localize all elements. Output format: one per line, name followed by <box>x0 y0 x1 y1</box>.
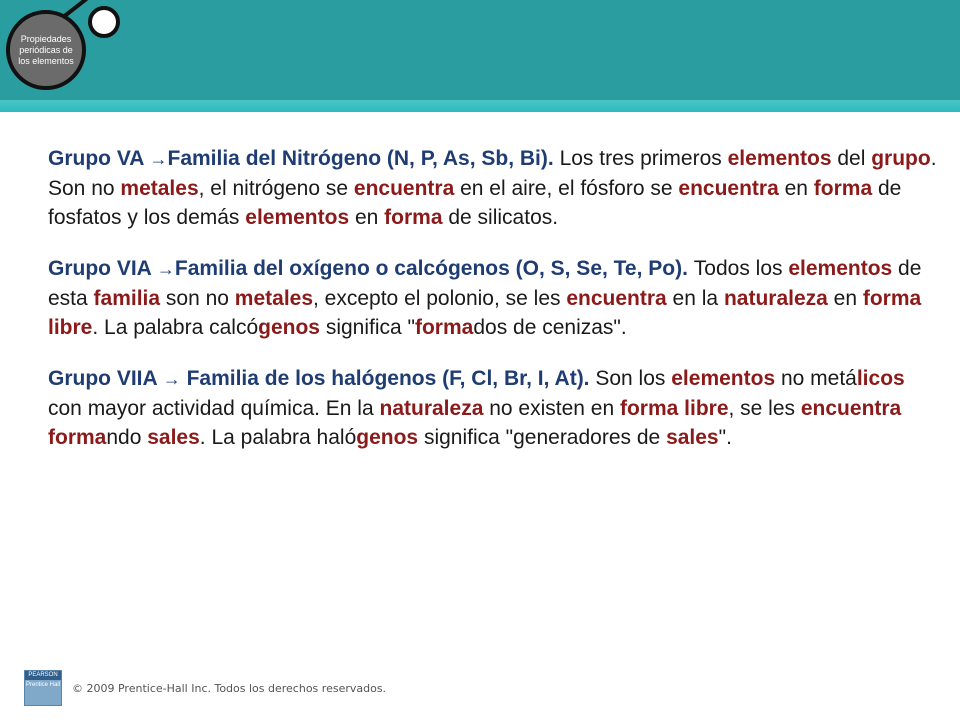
text-segment: forma <box>384 206 443 229</box>
text-segment: encuentra <box>800 397 902 420</box>
text-segment: Familia del Nitrógeno (N, P, As, Sb, Bi). <box>167 147 560 170</box>
text-segment: en la <box>666 287 724 310</box>
topic-badge <box>6 10 86 90</box>
text-segment: significa "generadores de <box>418 426 667 449</box>
text-segment: Familia de los halógenos (F, Cl, Br, I, At). <box>180 367 596 390</box>
text-segment: con mayor actividad química. En la <box>48 397 380 420</box>
text-segment: , excepto el polonio, se les <box>313 287 567 310</box>
text-segment: sales <box>666 426 719 449</box>
text-segment: encuentra <box>678 177 779 200</box>
text-segment: significa " <box>319 316 415 339</box>
text-segment: elementos <box>788 257 893 280</box>
right-arrow-icon: → <box>156 259 175 279</box>
text-segment: en <box>349 206 385 229</box>
badge-line: Propiedades <box>20 33 72 44</box>
badge-line: los elementos <box>18 55 74 66</box>
paragraph-group-viia <box>48 364 938 452</box>
text-segment: en <box>778 177 814 200</box>
copyright-text: © 2009 Prentice-Hall Inc. Todos los derechos reservados. <box>72 682 387 695</box>
text-segment: del <box>831 147 872 170</box>
text-segment: en el aire, el fósforo se <box>454 177 679 200</box>
text-segment: no existen en <box>483 397 620 420</box>
text-segment: ndo <box>106 426 148 449</box>
text-segment: . La palabra calcó <box>92 316 259 339</box>
text-segment: Grupo VIA <box>48 257 157 280</box>
text-segment: de esta <box>48 257 922 310</box>
text-segment: Los tres primeros <box>559 147 728 170</box>
badge-line: periódicas de <box>19 44 73 55</box>
pearson-logo <box>24 670 62 706</box>
header-accent-strip <box>0 100 960 112</box>
text-segment: naturaleza <box>723 287 828 310</box>
text-segment: encuentra <box>566 287 667 310</box>
text-segment: de silicatos. <box>442 206 559 229</box>
text-segment: forma libre <box>619 397 729 420</box>
text-segment: forma <box>414 316 474 339</box>
text-segment: naturaleza <box>379 397 484 420</box>
text-segment: Grupo VIIA <box>48 367 163 390</box>
text-segment: elementos <box>727 147 832 170</box>
text-segment: sales <box>147 426 200 449</box>
text-segment: genos <box>356 426 419 449</box>
paragraph-group-va <box>48 144 938 232</box>
text-segment: Son los <box>595 367 672 390</box>
topic-badge-text <box>11 34 81 67</box>
right-arrow-icon: → <box>149 149 168 169</box>
text-segment: . Son no <box>48 147 937 200</box>
badge-bubble-icon <box>88 6 120 38</box>
text-segment: forma libre <box>48 287 922 339</box>
text-segment: Todos los <box>693 257 789 280</box>
text-segment: dos de cenizas". <box>473 316 627 339</box>
text-segment: ". <box>718 426 732 449</box>
slide-content <box>48 144 938 474</box>
text-segment: . La palabra haló <box>199 426 357 449</box>
text-segment: grupo <box>871 147 931 170</box>
text-segment: encuentra <box>353 177 455 200</box>
text-segment: de fosfatos y los demás <box>48 177 902 229</box>
text-segment: elementos <box>671 367 776 390</box>
text-segment: , se les <box>728 397 801 420</box>
header-bar <box>0 0 960 100</box>
text-segment: genos <box>258 316 320 339</box>
text-segment: , el nitrógeno se <box>198 177 354 200</box>
pearson-logo-bottom: Prentice Hall <box>25 682 60 688</box>
text-segment: forma <box>813 177 873 200</box>
paragraph-group-via <box>48 254 938 342</box>
text-segment: Familia del oxígeno o calcógenos (O, S, Se, Te, Po). <box>174 257 694 280</box>
text-segment: en <box>827 287 863 310</box>
text-segment: familia <box>93 287 161 310</box>
text-segment: metales <box>234 287 314 310</box>
text-segment: son no <box>160 287 235 310</box>
text-segment: licos <box>856 367 905 390</box>
text-segment: metales <box>120 177 199 200</box>
text-segment: Grupo VA <box>48 147 150 170</box>
text-segment: forma <box>48 426 107 449</box>
text-segment: no metá <box>775 367 857 390</box>
right-arrow-icon: → <box>162 369 181 389</box>
text-segment: elementos <box>245 206 350 229</box>
pearson-logo-top: PEARSON <box>25 671 61 680</box>
